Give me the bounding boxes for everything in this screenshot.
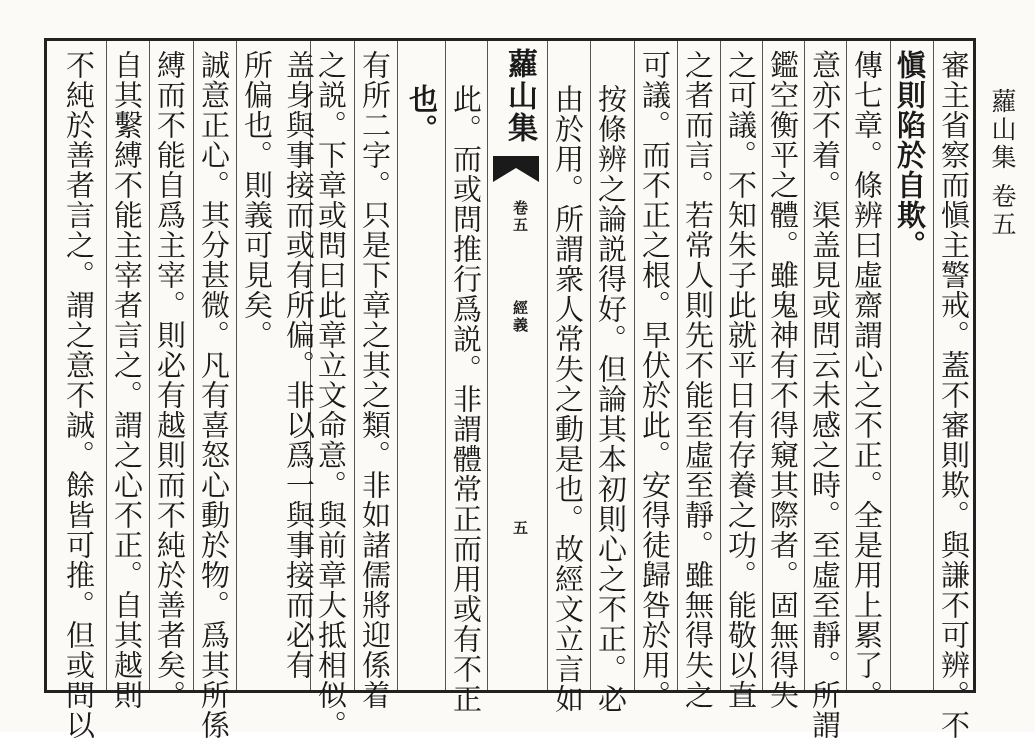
text-column: 有所二字。只是下章之其之類。非如諸儒將迎係着 — [358, 50, 392, 710]
text-column: 自其繫縛不能主宰者言之。謂之心不正。自其越則 — [110, 50, 144, 710]
text-column: 此。而或問推行爲説。非謂體常正而用或有不正 — [449, 84, 483, 714]
running-header: 蘿山集 卷五 — [988, 88, 1017, 239]
volume-label: 卷五 — [511, 200, 529, 234]
text-column: 盖身與事接而或有所偏。非以爲一與事接而必有 — [282, 50, 316, 680]
column-rule — [193, 41, 194, 690]
text-column: 可議。而不正之根。早伏於此。安得徒歸咎於用。 — [638, 50, 672, 710]
column-rule — [106, 41, 107, 690]
text-column: 不純於善者言之。謂之意不誠。餘皆可推。但或問以 — [62, 50, 96, 740]
column-rule — [762, 41, 763, 690]
book-title: 蘿山集 — [502, 48, 537, 144]
column-rule — [547, 41, 548, 690]
text-column: 意亦不着。渠盖見或問云未感之時。至虛至靜。所謂 — [808, 50, 842, 740]
text-column: 所偏也。則義可見矣。 — [240, 50, 274, 350]
text-column: 縛而不能自爲主宰。則必有越則而不純於善者矣。 — [153, 50, 187, 710]
column-rule — [354, 41, 355, 690]
column-rule — [720, 41, 721, 690]
column-rule — [846, 41, 847, 690]
page-number: 五 — [511, 520, 529, 537]
text-column: 之説。下章或問曰此章立文命意。與前章大抵相似。 — [314, 50, 348, 740]
text-column: 按條辨之論説得好。但論其本初則心之不正。必 — [594, 84, 628, 714]
text-column: 誠意正心。其分甚微。凡有喜怒心動於物。爲其所係 — [197, 50, 231, 740]
column-rule — [677, 41, 678, 690]
column-rule — [236, 41, 237, 690]
text-column: 愼則陷於自欺。 — [893, 50, 927, 260]
column-rule — [397, 41, 398, 690]
column-rule — [933, 41, 934, 690]
text-column: 也。 — [405, 84, 439, 144]
text-column: 審主省察而愼主警戒。蓋不審則欺。與謙不可辨。不 — [937, 50, 971, 740]
column-rule — [890, 41, 891, 690]
text-column: 由於用。所謂衆人常失之動是也。故經文立言如 — [551, 84, 585, 714]
column-rule — [634, 41, 635, 690]
text-column: 鑑空衡平之體。雖鬼神有不得窺其際者。固無得失 — [766, 50, 800, 710]
section-label: 經義 — [511, 300, 529, 334]
column-rule — [804, 41, 805, 690]
column-rule — [149, 41, 150, 690]
text-column: 之者而言。若常人則先不能至虛至靜。雖無得失之 — [681, 50, 715, 710]
column-rule — [445, 41, 446, 690]
text-column: 之可議。不知朱子此就平日有存養之功。能敬以直 — [724, 50, 758, 710]
text-column: 傳七章。條辨曰虛齋謂心之不正。全是用上累了。 — [850, 50, 884, 710]
column-rule — [590, 41, 591, 690]
fishtail-mark-icon — [493, 156, 539, 182]
